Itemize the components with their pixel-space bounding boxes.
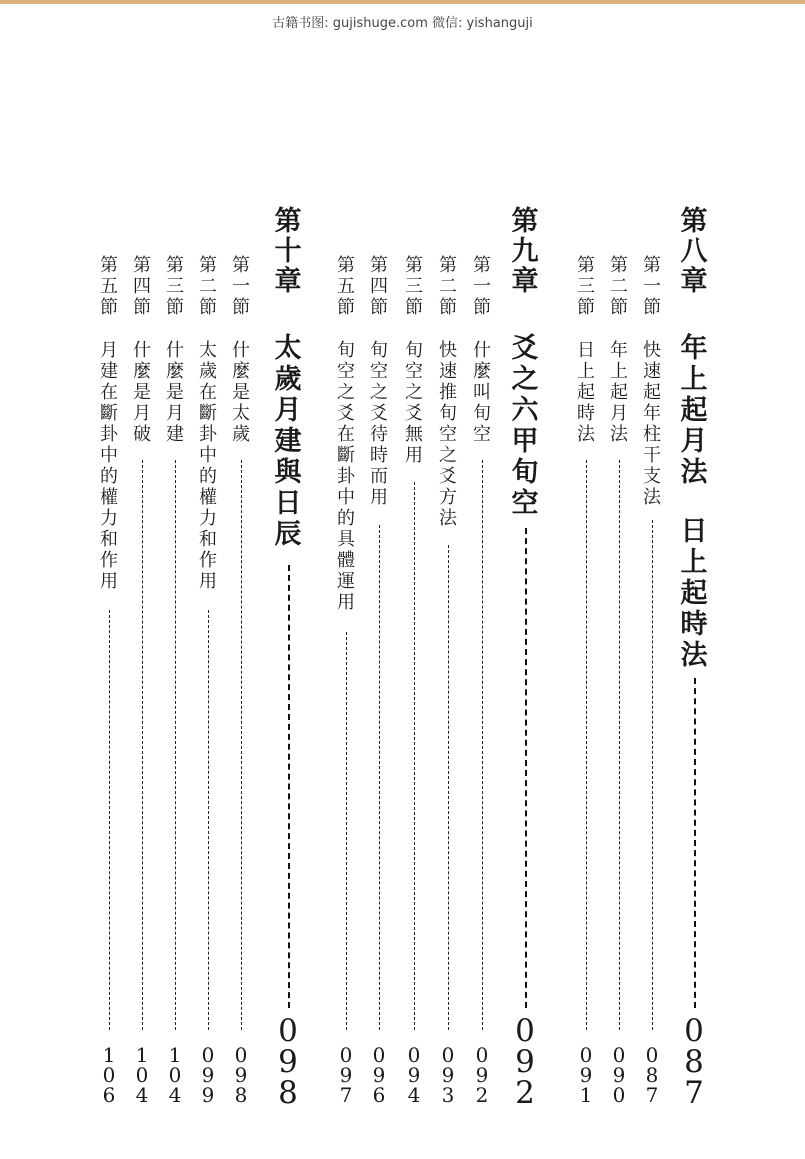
section-leader: [346, 632, 347, 1030]
section-page-number: 0 9 6: [372, 1043, 386, 1107]
section-title: 快 速 推 旬 空 之 爻 方 法: [439, 340, 457, 529]
section-label: 第 三 節: [577, 255, 595, 318]
chapter-label: 第 九 章: [511, 206, 539, 297]
chapter-title: 年 上 起 月 法 日 上 起 時 法: [680, 333, 708, 672]
section-page-number: 0 9 8: [234, 1043, 248, 1107]
chapter-page-number: 0 9 2: [515, 1013, 535, 1111]
chapter-label: 第 八 章: [680, 206, 708, 297]
section-leader: [448, 545, 449, 1030]
chapter-title: 爻 之 六 甲 旬 空: [511, 333, 539, 519]
section-page-number: 0 9 7: [339, 1043, 353, 1107]
section-label: 第 四 節: [133, 255, 151, 318]
section-page-number: 0 9 9: [201, 1043, 215, 1107]
section-page-number: 0 9 0: [612, 1043, 626, 1107]
section-page-number: 1 0 4: [135, 1043, 149, 1107]
section-leader: [109, 610, 110, 1030]
chapter-page-number: 0 8 7: [684, 1013, 704, 1111]
section-title: 日 上 起 時 法: [577, 340, 595, 445]
section-leader: [652, 520, 653, 1030]
section-leader: [619, 460, 620, 1030]
section-page-number: 0 8 7: [645, 1043, 659, 1107]
watermark: 古籍书图: gujishuge.com 微信: yishanguji: [272, 16, 533, 31]
section-page-number: 1 0 4: [168, 1043, 182, 1107]
section-label: 第 一 節: [232, 255, 250, 318]
section-label: 第 二 節: [439, 255, 457, 318]
section-label: 第 五 節: [100, 255, 118, 318]
section-leader: [586, 460, 587, 1030]
section-page-number: 0 9 1: [579, 1043, 593, 1107]
section-title: 什 麼 是 月 破: [133, 340, 151, 445]
section-leader: [208, 610, 209, 1030]
section-label: 第 五 節: [337, 255, 355, 318]
chapter-title: 太 歲 月 建 與 日 辰: [274, 333, 302, 550]
section-title: 旬 空 之 爻 在 斷 卦 中 的 具 體 運 用: [337, 340, 355, 613]
section-label: 第 一 節: [643, 255, 661, 318]
section-title: 月 建 在 斷 卦 中 的 權 力 和 作 用: [100, 340, 118, 592]
section-label: 第 一 節: [473, 255, 491, 318]
chapter-label: 第 十 章: [274, 206, 302, 297]
section-title: 年 上 起 月 法: [610, 340, 628, 445]
section-page-number: 0 9 3: [441, 1043, 455, 1107]
section-title: 什 麼 是 月 建: [166, 340, 184, 445]
section-label: 第 三 節: [405, 255, 423, 318]
section-label: 第 二 節: [199, 255, 217, 318]
section-leader: [175, 460, 176, 1030]
top-border: [0, 0, 805, 4]
section-label: 第 三 節: [166, 255, 184, 318]
chapter-leader: [288, 565, 290, 1008]
section-leader: [482, 460, 483, 1030]
chapter-page-number: 0 9 8: [278, 1013, 298, 1111]
section-page-number: 0 9 2: [475, 1043, 489, 1107]
section-leader: [414, 482, 415, 1030]
section-label: 第 四 節: [370, 255, 388, 318]
section-title: 旬 空 之 爻 無 用: [405, 340, 423, 466]
section-page-number: 1 0 6: [102, 1043, 116, 1107]
section-title: 快 速 起 年 柱 干 支 法: [643, 340, 661, 508]
section-leader: [142, 460, 143, 1030]
section-leader: [379, 525, 380, 1030]
section-title: 旬 空 之 爻 待 時 而 用: [370, 340, 388, 508]
section-leader: [241, 460, 242, 1030]
section-title: 什 麼 是 太 歲: [232, 340, 250, 445]
section-page-number: 0 9 4: [407, 1043, 421, 1107]
chapter-leader: [694, 678, 696, 1008]
section-title: 什 麼 叫 旬 空: [473, 340, 491, 445]
section-label: 第 二 節: [610, 255, 628, 318]
section-title: 太 歲 在 斷 卦 中 的 權 力 和 作 用: [199, 340, 217, 592]
chapter-leader: [525, 528, 527, 1008]
